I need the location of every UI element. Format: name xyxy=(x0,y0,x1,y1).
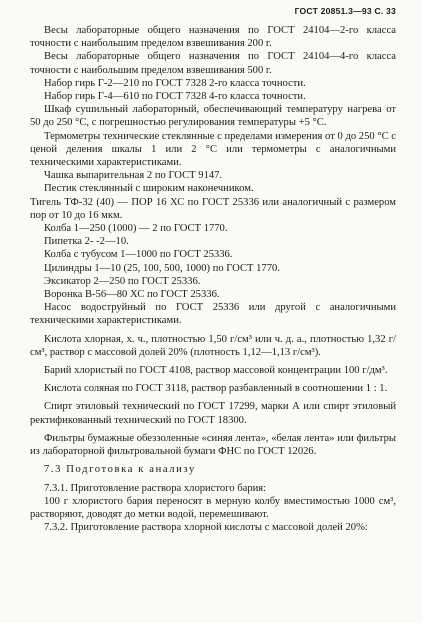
paragraph: Набор гирь Г-2—210 по ГОСТ 7328 2-го класса точности. xyxy=(44,77,306,89)
paragraph: Кислота хлорная, х. ч., плотностью 1,50 г/см³ или ч. д. а., плотностью 1,32 г/см³, раствор с массовой долей 20% (плотность 1,12—1,13 г/см³). xyxy=(30,333,396,358)
paragraph: Набор гирь Г-4—610 по ГОСТ 7328 4-го класса точности. xyxy=(44,91,306,103)
page-header: ГОСТ 20851.3—93 С. 33 xyxy=(294,6,396,16)
paragraph: Цилиндры 1—10 (25, 100, 500, 1000) по ГОСТ 1770. xyxy=(44,262,280,274)
document-body xyxy=(30,24,396,534)
paragraph: Весы лабораторные общего назначения по ГОСТ 24104—4-го класса точности с наибольшим пределом взвешивания 500 г. xyxy=(30,51,396,76)
paragraph: Чашка выпарительная 2 по ГОСТ 9147. xyxy=(44,170,223,182)
section-heading xyxy=(30,463,396,476)
paragraph: Колба 1—250 (1000) — 2 по ГОСТ 1770. xyxy=(44,223,228,235)
section-heading-text: 7.3 Подготовка к анализу xyxy=(44,464,196,476)
paragraph: Шкаф сушильный лабораторный, обеспечивающий температуру нагрева от 50 до 250 °С, с погрешностью регулирования температуры +5 °С. xyxy=(30,104,396,129)
paragraph: Барий хлористый по ГОСТ 4108, раствор массовой концентрации 100 г/дм³. xyxy=(44,365,388,377)
paragraph: Колба с тубусом 1—1000 по ГОСТ 25336. xyxy=(44,249,233,261)
paragraph: Пестик стеклянный с широким наконечником. xyxy=(44,183,254,195)
paragraph: Кислота соляная по ГОСТ 3118, раствор разбавленный в соотношении 1 : 1. xyxy=(44,383,388,395)
paragraph: Эксикатор 2—250 по ГОСТ 25336. xyxy=(44,275,201,287)
paragraph: Фильтры бумажные обеззоленные «синяя лента», «белая лента» или фильтры из лабораторной фильтровальной бумаги ФНС по ГОСТ 12026. xyxy=(30,432,396,458)
paragraph: Тигель ТФ-32 (40) — ПОР 16 ХС по ГОСТ 25336 или аналогичный с размером пор от 10 до 16 мкм. xyxy=(30,196,396,221)
paragraph: Насос водоструйный по ГОСТ 25336 или другой с аналогичными техническими характеристиками. xyxy=(30,302,396,327)
paragraph: 7.3.1. Приготовление раствора хлористого бария: xyxy=(44,482,267,494)
paragraph: Весы лабораторные общего назначения по ГОСТ 24104—2-го класса точности с наибольшим пределом взвешивания 200 г. xyxy=(30,25,396,50)
paragraph: 100 г хлористого бария переносят в мерную колбу вместимостью 1000 см³, растворяют, доводят до метки водой, перемешивают. xyxy=(30,495,396,520)
paragraph: Спирт этиловый технический по ГОСТ 17299, марки А или спирт этиловый ректификованный технический по ГОСТ 18300. xyxy=(30,401,396,426)
paragraph: Пипетка 2- -2—10. xyxy=(44,236,129,248)
paragraph: Термометры технические стеклянные с пределами измерения от 0 до 250 °С с ценой деления шкалы 1 или 2 °С или термометры с аналогичными техническими характеристиками. xyxy=(30,130,396,169)
paragraph: 7.3.2. Приготовление раствора хлорной кислоты с массовой долей 20%: xyxy=(44,522,368,534)
paragraph: Воронка В-56—80 ХС по ГОСТ 25336. xyxy=(44,289,220,301)
